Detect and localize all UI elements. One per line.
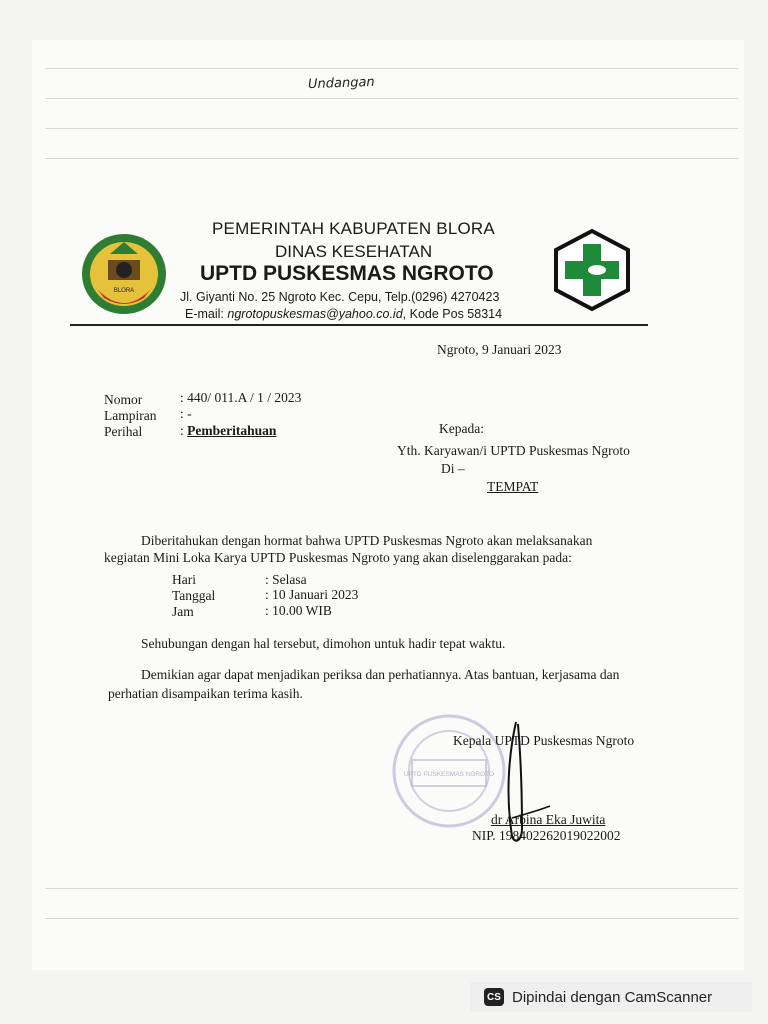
jam-value: : 10.00 WIB (265, 603, 332, 618)
letterhead-address: Jl. Giyanti No. 25 Ngroto Kec. Cepu, Telp.(0296) 4270423 (180, 290, 500, 304)
perihal-colon: : (180, 423, 188, 438)
perihal-subject: Pemberitahuan (187, 423, 277, 438)
paper-rule (45, 888, 738, 889)
lampiran-value: : - (180, 406, 192, 421)
jam-label: Jam (172, 604, 194, 619)
recipient-place: TEMPAT (487, 479, 539, 494)
paper-rule (45, 918, 738, 919)
hari-value: : Selasa (265, 572, 307, 587)
tanggal-value: : 10 Januari 2023 (265, 587, 359, 602)
body-paragraph-2: Sehubungan dengan hal tersebut, dimohon untuk hadir tepat waktu. (141, 636, 506, 651)
paper-rule (45, 128, 738, 129)
recipient-addressee: Yth. Karyawan/i UPTD Puskesmas Ngroto (397, 443, 630, 458)
signatory-name: dr Arbina Eka Juwita (491, 812, 606, 827)
perihal-value (180, 423, 276, 439)
letterhead-department: DINAS KESEHATAN (275, 242, 433, 261)
puskesmas-logo-icon (550, 228, 634, 312)
postal-code: , Kode Pos 58314 (402, 307, 503, 321)
camscanner-watermark (470, 982, 752, 1012)
nomor-value: : 440/ 011.A / 1 / 2023 (180, 390, 302, 405)
email-address: ngrotopuskesmas@yahoo.co.id (227, 307, 403, 321)
svg-text:UPTD PUSKESMAS NGROTO: UPTD PUSKESMAS NGROTO (403, 771, 495, 778)
letterhead-government: PEMERINTAH KABUPATEN BLORA (212, 219, 495, 238)
nomor-label: Nomor (104, 392, 143, 407)
body-paragraph-1-line-2: kegiatan Mini Loka Karya UPTD Puskesmas Ngroto yang akan diselenggarakan pada: (104, 550, 572, 565)
recipient-kepada: Kepada: (439, 421, 484, 436)
handwritten-note: Undangan (307, 74, 375, 93)
signatory-nip: NIP. 198402262019022002 (472, 828, 621, 843)
camscanner-text: Dipindai dengan CamScanner (512, 988, 713, 1006)
perihal-label: Perihal (104, 424, 143, 439)
paper-rule (45, 68, 738, 69)
signatory-title: Kepala UPTD Puskesmas Ngroto (453, 733, 635, 748)
letter-page (32, 40, 744, 970)
hari-label: Hari (172, 572, 196, 587)
svg-text:BLORA: BLORA (113, 288, 135, 294)
email-label: E-mail: (185, 307, 228, 321)
blora-emblem-icon (80, 232, 168, 316)
paper-rule (45, 158, 738, 159)
letterhead-institution: UPTD PUSKESMAS NGROTO (200, 262, 494, 285)
letterhead-divider (70, 324, 648, 326)
tanggal-label: Tanggal (172, 588, 216, 603)
place-date: Ngroto, 9 Januari 2023 (437, 342, 562, 357)
body-paragraph-3-line-2: perhatian disampaikan terima kasih. (108, 686, 303, 701)
body-paragraph-3-line-1: Demikian agar dapat menjadikan periksa dan perhatiannya. Atas bantuan, kerjasama dan (141, 667, 620, 682)
recipient-di: Di – (441, 461, 465, 476)
letterhead-contact (185, 307, 502, 321)
camscanner-icon: CS (484, 988, 504, 1006)
paper-rule (45, 98, 738, 99)
lampiran-label: Lampiran (104, 408, 157, 423)
body-paragraph-1-line-1: Diberitahukan dengan hormat bahwa UPTD Puskesmas Ngroto akan melaksanakan (141, 533, 593, 548)
